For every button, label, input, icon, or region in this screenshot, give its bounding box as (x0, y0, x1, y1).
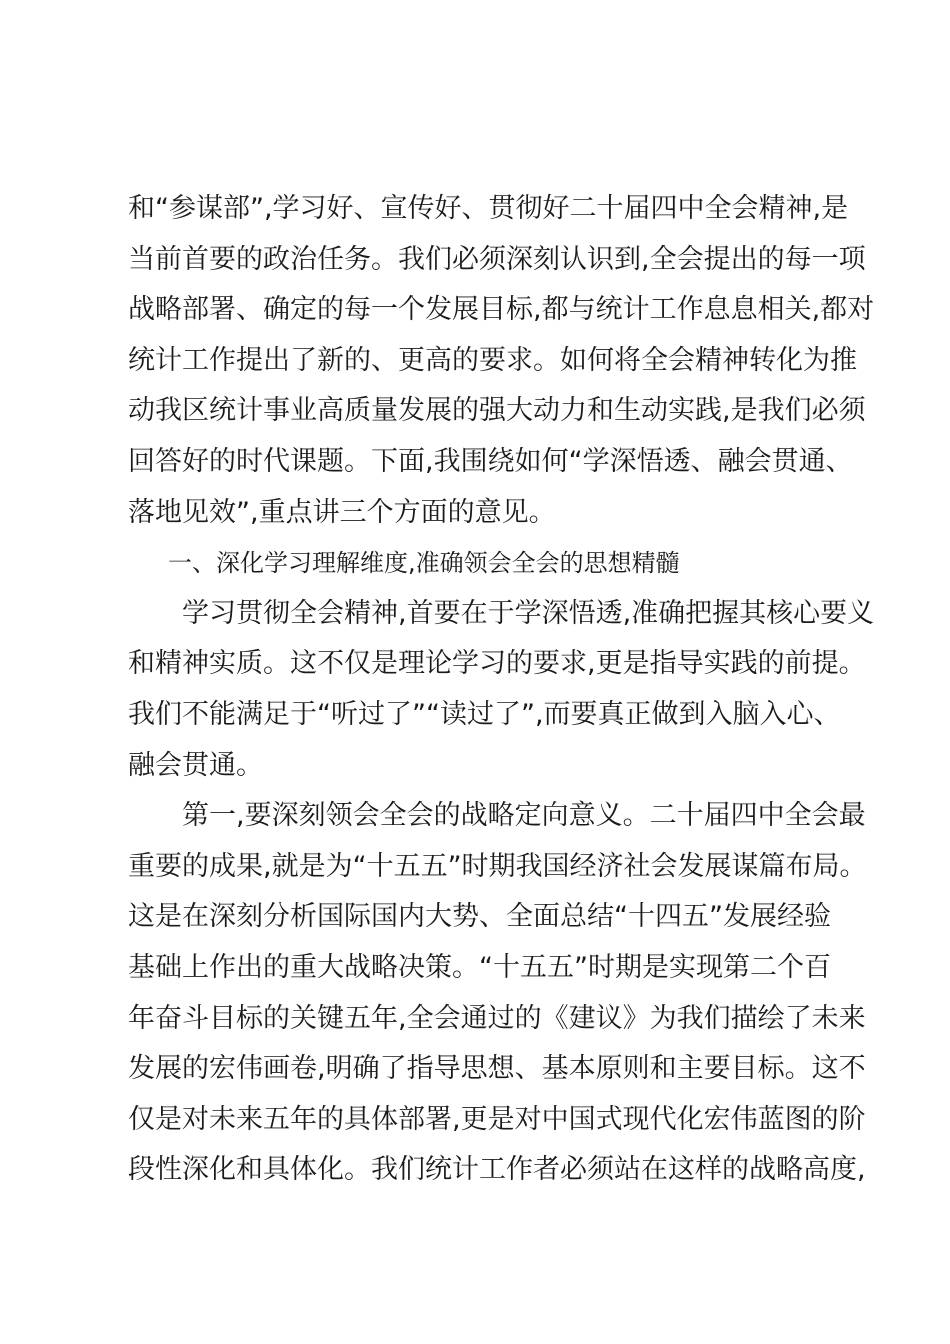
section-heading: 一、深化学习理解维度,准确领会全会的思想精髓 (168, 549, 680, 578)
paragraph-line: 发展的宏伟画卷,明确了指导思想、基本原则和主要目标。这不 (128, 1053, 866, 1085)
paragraph-line: 动我区统计事业高质量发展的强大动力和生动实践,是我们必须 (128, 395, 866, 427)
paragraph-line: 和“参谋部”,学习好、宣传好、贯彻好二十届四中全会精神,是 (128, 193, 849, 224)
paragraph-line: 年奋斗目标的关键五年,全会通过的《建议》为我们描绘了未来 (128, 1002, 866, 1034)
paragraph-line: 学习贯彻全会精神,首要在于学深悟透,准确把握其核心要义 (182, 597, 875, 629)
paragraph-line: 基础上作出的重大战略决策。“十五五”时期是实现第二个百 (128, 951, 831, 983)
paragraph-line: 回答好的时代课题。下面,我围绕如何“学深悟透、融会贯通、 (128, 445, 853, 477)
paragraph-line: 这是在深刻分析国际国内大势、全面总结“十四五”发展经验 (128, 901, 831, 933)
paragraph-line: 战略部署、确定的每一个发展目标,都与统计工作息息相关,都对 (128, 294, 875, 326)
document-body (128, 184, 875, 1196)
paragraph-line: 和精神实质。这不仅是理论学习的要求,更是指导实践的前提。 (128, 648, 866, 680)
paragraph-line: 融会贯通。 (128, 749, 263, 781)
paragraph-line: 统计工作提出了新的、更高的要求。如何将全会精神转化为推 (128, 344, 857, 376)
paragraph-line: 仅是对未来五年的具体部署,更是对中国式现代化宏伟蓝图的阶 (128, 1103, 866, 1135)
paragraph-line: 段性深化和具体化。我们统计工作者必须站在这样的战略高度, (128, 1154, 866, 1186)
paragraph-line: 当前首要的政治任务。我们必须深刻认识到,全会提出的每一项 (128, 243, 866, 275)
paragraph-line: 落地见效”,重点讲三个方面的意见。 (128, 496, 556, 528)
paragraph-line: 重要的成果,就是为“十五五”时期我国经济社会发展谋篇布局。 (128, 850, 867, 882)
paragraph-line: 我们不能满足于“听过了”“读过了”,而要真正做到入脑入心、 (128, 698, 841, 730)
paragraph-line: 第一,要深刻领会全会的战略定向意义。二十届四中全会最 (182, 800, 866, 832)
